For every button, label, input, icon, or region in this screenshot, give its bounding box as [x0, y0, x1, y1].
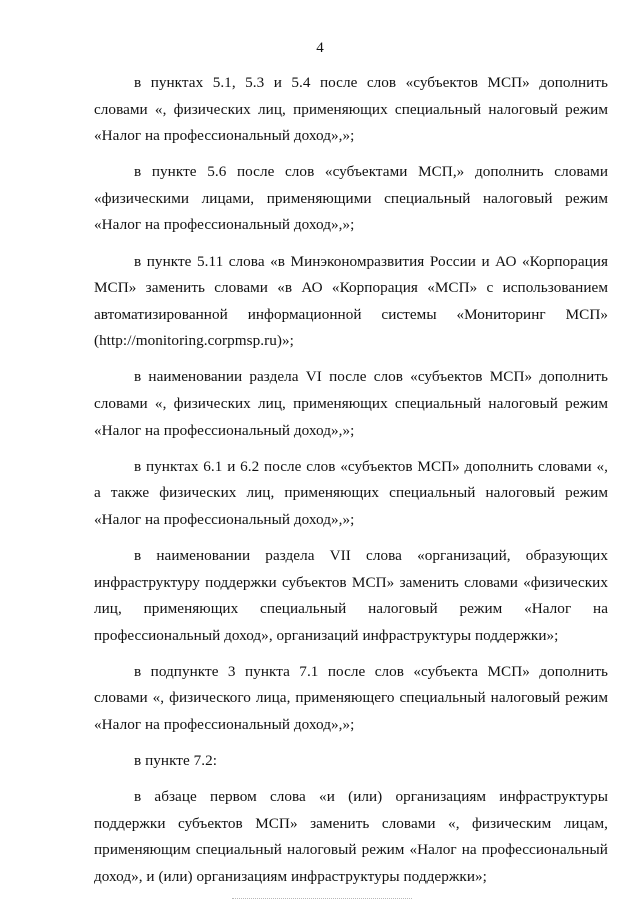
paragraph-6: в наименовании раздела VII слова «организаций, образующих инфраструктуру поддержки субъектов МСП» заменить словами «физических лиц, применяющих специальный налоговый режим «Налог на профессиональный доход», организаций инфраструктуры поддержки»; — [94, 547, 608, 644]
paragraph-3: в пункте 5.11 слова «в Минэкономразвития России и АО «Корпорация МСП» заменить словами «в АО «Корпорация «МСП» с использованием автоматизированной информационной системы «Мониторинг МСП» (http://monitoring.corpmsp.ru)»; — [94, 252, 608, 350]
paragraph-4: в наименовании раздела VI после слов «субъектов МСП» дополнить словами «, физических лиц, применяющих специальный налоговый режим «Налог на профессиональный доход»,»; — [94, 368, 608, 439]
paragraph-2: в пункте 5.6 после слов «субъектами МСП,» дополнить словами «физическими лицами, применяющими специальный налоговый режим «Налог на профессиональный доход»,»; — [94, 163, 608, 234]
paragraph-8: в пункте 7.2: — [134, 752, 218, 770]
paragraph-9: в абзаце первом слова «и (или) организациям инфраструктуры поддержки субъектов МСП» заменить словами «, физическим лицам, применяющим специальный налоговый режим «Налог на профессиональный доход», и (или) организациям инфраструктуры поддержки»; — [94, 788, 608, 886]
paragraph-7: в подпункте 3 пункта 7.1 после слов «субъекта МСП» дополнить словами «, физического лица, применяющего специальный налоговый режим «Налог на профессиональный доход»,»; — [94, 662, 608, 734]
page-number: 4 — [316, 40, 324, 56]
paragraph-5: в пунктах 6.1 и 6.2 после слов «субъектов МСП» дополнить словами «, а также физических лиц, применяющих специальный налоговый режим «Налог на профессиональный доход»,»; — [94, 457, 608, 528]
paragraph-1: в пунктах 5.1, 5.3 и 5.4 после слов «субъектов МСП» дополнить словами «, физических лиц, применяющих специальный налоговый режим «Налог на профессиональный доход»,»; — [94, 74, 608, 145]
document-body — [94, 70, 608, 900]
scan-edge-mark — [232, 898, 412, 901]
